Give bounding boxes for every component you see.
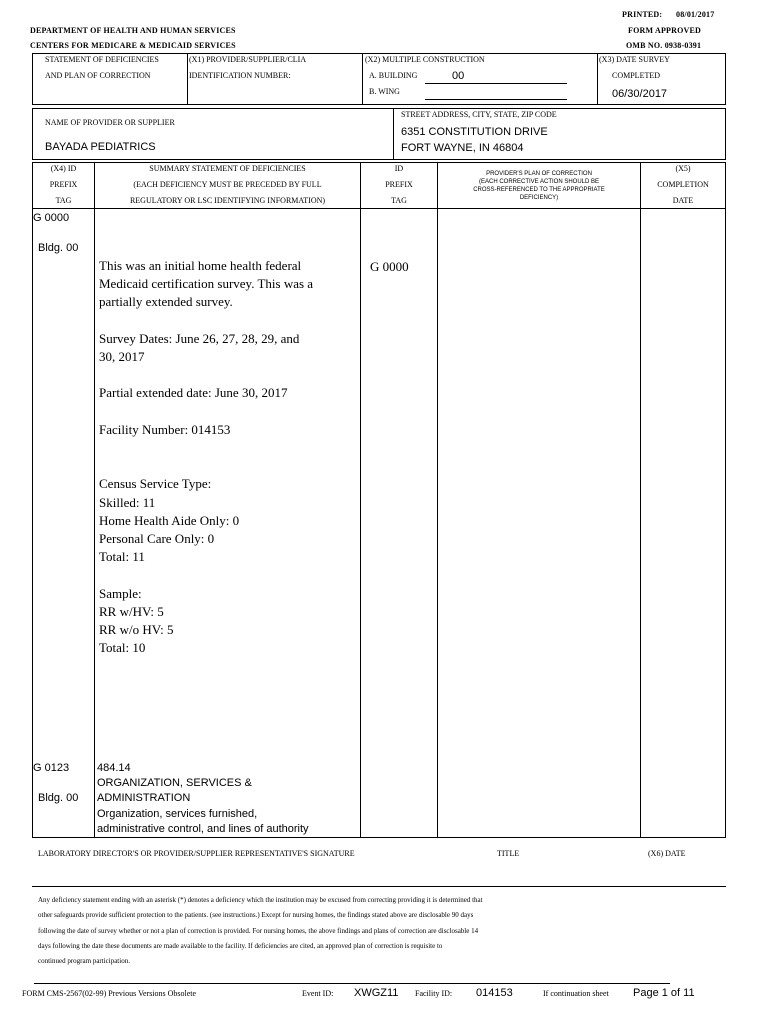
centers-name: CENTERS FOR MEDICARE & MEDICAID SERVICES [30, 41, 236, 50]
department-name: DEPARTMENT OF HEALTH AND HUMAN SERVICES [30, 26, 236, 35]
address-label: STREET ADDRESS, CITY, STATE, ZIP CODE [401, 110, 557, 119]
text-line: Sample: [99, 585, 142, 601]
col-summary-1: SUMMARY STATEMENT OF DEFICIENCIES [149, 164, 306, 173]
statement-label-2: AND PLAN OF CORRECTION [45, 71, 151, 80]
footnote-line: Any deficiency statement ending with an asterisk (*) denotes a deficiency which the institution may be excused from correcting providing it is determined that [38, 896, 483, 904]
footnote-line: following the date of survey whether or not a plan of correction is provided. For nursing homes, the above findings and plans of correction are disclosable 14 [38, 926, 479, 935]
text-line: ORGANIZATION, SERVICES & [97, 777, 252, 790]
text-line: 484.14 [97, 762, 131, 774]
col-x5-2: COMPLETION [657, 180, 709, 189]
x3-label-2: COMPLETED [612, 71, 660, 80]
director-signature-label: LABORATORY DIRECTOR'S OR PROVIDER/SUPPLIER REPRESENTATIVE'S SIGNATURE [38, 849, 355, 858]
footnote-line: other safeguards provide sufficient protection to the patients. (see instructions.) Except for nursing homes, the findings stated above are disclosable 90 days [38, 911, 474, 920]
x3-label-1: (X3) DATE SURVEY [599, 55, 670, 64]
text-line: Skilled: 11 [99, 494, 156, 510]
text-line: Organization, services furnished, [97, 807, 258, 820]
text-line: partially extended survey. [99, 294, 233, 310]
title-label: TITLE [497, 849, 520, 858]
text-line [99, 439, 313, 457]
form-approved: FORM APPROVED [628, 26, 702, 35]
entry-2-bldg: Bldg. 00 [38, 792, 79, 804]
col-summary-2: (EACH DEFICIENCY MUST BE PRECEDED BY FULL [133, 180, 322, 189]
footnote-line: continued program participation. [38, 957, 130, 966]
text-line: Census Service Type: [99, 476, 212, 492]
text-line: Personal Care Only: 0 [99, 531, 215, 547]
col-plan-3: CROSS-REFERENCED TO THE APPROPRIATE [473, 187, 605, 193]
footnote-line: days following the date these documents are made available to the facility. If deficiencies are cited, an approved plan of correction is requisite to [38, 941, 443, 950]
text-line [99, 457, 313, 475]
text-line [99, 366, 313, 384]
text-line: Facility Number: 014153 [99, 421, 231, 437]
date-completed: 06/30/2017 [612, 88, 668, 100]
omb-number: OMB NO. 0938-0391 [626, 41, 702, 50]
provider-name: BAYADA PEDIATRICS [45, 141, 156, 153]
col-x4-2: PREFIX [49, 180, 78, 189]
event-id-label: Event ID: [302, 989, 334, 998]
address-line-2: FORT WAYNE, IN 46804 [401, 142, 524, 154]
col-summary-3: REGULATORY OR LSC IDENTIFYING INFORMATION) [129, 196, 326, 205]
col-plan-1: PROVIDER'S PLAN OF CORRECTION [486, 171, 592, 177]
col-x5-3: DATE [672, 196, 694, 205]
text-line: 30, 2017 [99, 349, 145, 365]
col-plan-4: DEFICIENCY) [519, 195, 559, 201]
text-line: RR w/HV: 5 [99, 603, 164, 619]
x6-date-label: (X6) DATE [648, 849, 686, 858]
continuation-label: If continuation sheet [543, 989, 609, 998]
entry-2-text [97, 761, 309, 837]
form-number: FORM CMS-2567(02-99) Previous Versions Obsolete [22, 989, 197, 998]
text-line [99, 566, 313, 584]
col-x5-1: (X5) [675, 164, 691, 173]
provider-label: NAME OF PROVIDER OR SUPPLIER [45, 118, 175, 127]
text-line: RR w/o HV: 5 [99, 622, 174, 638]
col-plan-2: (EACH CORRECTIVE ACTION SHOULD BE [478, 179, 600, 185]
address-line-1: 6351 CONSTITUTION DRIVE [401, 126, 548, 138]
col-id-3: TAG [391, 196, 407, 205]
text-line: Medicaid certification survey. This was a [99, 276, 314, 292]
page-number: Page 1 of 11 [633, 987, 695, 999]
col-id-1: ID [394, 164, 404, 173]
printed-label: PRINTED: [622, 10, 663, 19]
entry-1-tag: G 0000 [33, 212, 70, 224]
entry-1-text [99, 257, 313, 657]
text-line: Total: 11 [99, 549, 145, 565]
text-line: Partial extended date: June 30, 2017 [99, 385, 288, 401]
text-line: administrative control, and lines of authority [97, 822, 309, 835]
disclaimer-footnote [38, 893, 483, 969]
event-id-value: XWGZ11 [354, 987, 399, 999]
wing-label: B. WING [369, 87, 400, 96]
x2-label: (X2) MULTIPLE CONSTRUCTION [365, 55, 485, 64]
text-line: This was an initial home health federal [99, 258, 302, 273]
printed-date: 08/01/2017 [676, 10, 715, 19]
entry-2-tag: G 0123 [33, 762, 70, 774]
col-x4-1: (X4) ID [50, 164, 77, 173]
x1-label-2: IDENTIFICATION NUMBER: [189, 71, 291, 80]
facility-id-value: 014153 [476, 987, 513, 999]
x1-label-1: (X1) PROVIDER/SUPPLIER/CLIA [189, 55, 307, 64]
text-line: Total: 10 [99, 640, 146, 656]
text-line [99, 312, 313, 330]
entry-1-id-tag: G 0000 [370, 259, 409, 274]
text-line: ADMINISTRATION [97, 792, 191, 805]
text-line: Home Health Aide Only: 0 [99, 512, 240, 528]
facility-id-label: Facility ID: [415, 989, 453, 998]
text-line: Survey Dates: June 26, 27, 28, 29, and [99, 330, 300, 346]
building-value: 00 [452, 70, 465, 82]
entry-1-bldg: Bldg. 00 [38, 242, 79, 254]
col-id-2: PREFIX [385, 180, 413, 189]
building-label: A. BUILDING [369, 71, 418, 80]
col-x4-3: TAG [55, 196, 72, 205]
text-line [99, 403, 313, 421]
statement-label-1: STATEMENT OF DEFICIENCIES [45, 55, 159, 64]
